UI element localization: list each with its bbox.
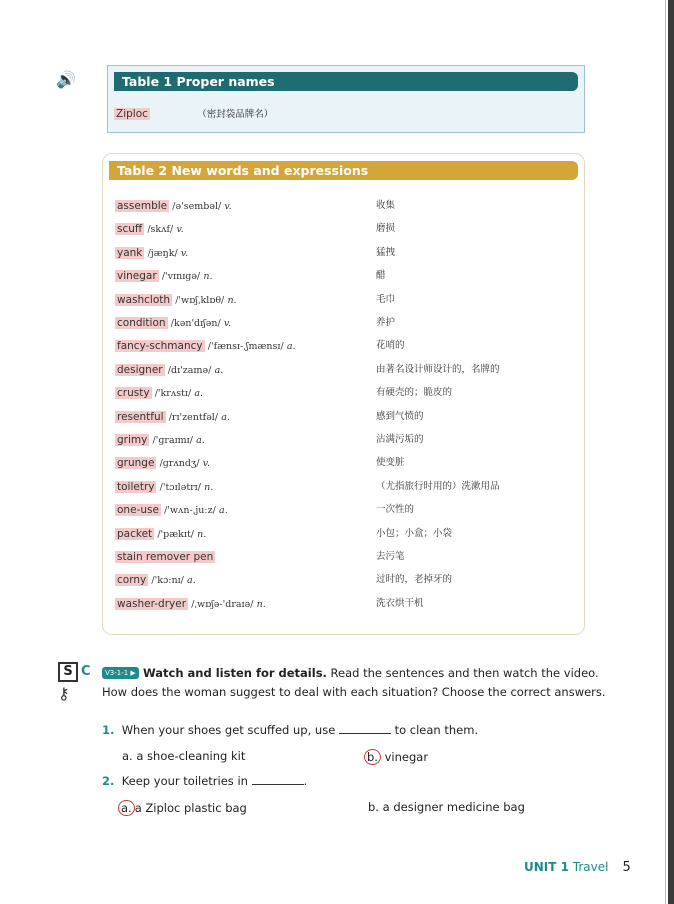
- scrollbar[interactable]: [668, 0, 674, 904]
- option-letter-circled: b.: [364, 749, 381, 765]
- vocab-phonetic: /kən'dɪʃən/: [170, 318, 221, 329]
- vocab-pos: a.: [214, 364, 224, 376]
- vocab-word: washer-dryer: [117, 597, 187, 610]
- vocab-meaning: 毛巾: [376, 293, 396, 305]
- vocab-phonetic: /skʌf/: [147, 224, 174, 236]
- vocab-row: [115, 292, 575, 308]
- vocab-meaning: 感到气愤的: [376, 410, 424, 422]
- vocab-word: fancy-schmancy: [117, 340, 203, 353]
- vocab-phonetic: /ˌwɒʃə-'draɪə/: [191, 598, 254, 610]
- vocab-word: condition: [117, 317, 166, 329]
- vocab-word: grimy: [117, 434, 148, 446]
- option-text: a designer medicine bag: [378, 800, 525, 814]
- vocab-meaning: 去污笔: [376, 551, 405, 562]
- vocab-pos: n.: [227, 294, 237, 306]
- vocab-meaning: 小包；小盒；小袋: [376, 527, 453, 539]
- vocab-pos: v.: [224, 201, 232, 212]
- vocab-phonetic: /'ɡraɪmɪ/: [152, 435, 193, 446]
- vocab-meaning: 洗衣烘干机: [376, 597, 424, 609]
- term-word: Ziploc: [116, 108, 148, 120]
- vocab-meaning: 有硬壳的；脆皮的: [376, 387, 453, 399]
- vocab-row: [115, 245, 575, 261]
- unit-label: UNIT 1: [524, 860, 569, 874]
- vocab-word: packet: [117, 527, 153, 540]
- vocab-pos: a.: [219, 505, 228, 517]
- vocab-word: vinegar: [117, 270, 157, 283]
- vocab-phonetic: /'wɒʃˌklɒθ/: [175, 294, 225, 306]
- self-study-icon: S: [58, 662, 78, 682]
- question-text-end: to clean them.: [390, 723, 479, 737]
- vocab-phonetic: /ə'sembəl/: [172, 201, 222, 212]
- vocab-row: [115, 198, 575, 214]
- key-icon: ⚷: [58, 684, 70, 703]
- vocab-row: [115, 549, 575, 565]
- instruction-text-2: How does the woman suggest to deal with each situation? Choose the correct answers.: [102, 685, 606, 699]
- vocab-meaning: 花哨的: [376, 340, 405, 352]
- vocab-pos: a.: [196, 435, 205, 446]
- video-icon[interactable]: V3-1-1 ▶: [102, 667, 139, 679]
- audio-icon[interactable]: 🔊: [56, 70, 76, 89]
- vocab-pos: n.: [256, 598, 266, 610]
- option-text: a shoe-cleaning kit: [132, 749, 246, 763]
- vocab-word: grunge: [117, 457, 155, 470]
- question-1: [102, 723, 478, 737]
- vocab-row: [115, 596, 575, 612]
- question-number: 2.: [102, 774, 115, 788]
- vocab-word: resentful: [117, 410, 164, 423]
- vocab-meaning: 过时的，老掉牙的: [376, 574, 453, 586]
- vocab-meaning: 由著名设计师设计的，名牌的: [376, 363, 500, 375]
- vocab-meaning: 磨损: [376, 223, 396, 235]
- option-text: a Ziploc plastic bag: [134, 801, 247, 815]
- vocab-meaning: 醋: [376, 270, 386, 282]
- vocab-row: [115, 268, 575, 284]
- vocab-phonetic: /'fænsɪ-ˌʃmænsɪ/: [207, 341, 284, 353]
- option-1b-selected[interactable]: [364, 749, 428, 765]
- vocab-word: scuff: [117, 223, 143, 236]
- vocab-row: [115, 338, 575, 354]
- vocab-row: [115, 432, 575, 448]
- vocab-meaning: 沾满污垢的: [376, 434, 424, 445]
- vocab-phonetic: /ɡrʌndʒ/: [159, 458, 200, 470]
- vocab-word: crusty: [117, 387, 150, 400]
- option-text: vinegar: [380, 750, 429, 764]
- vocab-word: toiletry: [117, 480, 155, 493]
- vocab-meaning: 收集: [376, 200, 396, 211]
- page-footer: [524, 860, 631, 875]
- option-1a[interactable]: [122, 749, 245, 763]
- vocab-pos: v.: [180, 247, 189, 259]
- vocab-row: [115, 526, 575, 542]
- option-2b[interactable]: [368, 800, 525, 814]
- term-meaning: （密封袋品牌名）: [197, 109, 274, 120]
- vocab-word: designer: [117, 363, 163, 376]
- vocab-meaning: 猛拽: [376, 246, 396, 258]
- vocab-row: [115, 409, 575, 425]
- question-text: When your shoes get scuffed up, use: [121, 723, 339, 737]
- table-proper-names: [107, 65, 585, 133]
- vocab-pos: a.: [286, 341, 296, 353]
- vocab-word: washcloth: [117, 293, 171, 306]
- vocab-pos: v.: [202, 458, 211, 470]
- vocab-row: [115, 221, 575, 237]
- vocab-pos: a.: [221, 411, 230, 423]
- vocab-row: [115, 455, 575, 471]
- question-text-end: .: [303, 774, 308, 788]
- vocab-pos: a.: [194, 388, 204, 400]
- instruction-text: Read the sentences and then watch the video.: [326, 666, 599, 680]
- vocab-row: [115, 479, 575, 495]
- vocab-word: assemble: [117, 200, 168, 212]
- vocab-row: [115, 315, 575, 331]
- vocab-meaning: 养护: [376, 317, 396, 328]
- vocab-pos: v.: [223, 318, 232, 329]
- page-edge-line: [665, 0, 666, 904]
- vocab-row: [115, 385, 575, 401]
- vocab-word: one-use: [117, 504, 159, 517]
- vocab-row: [115, 502, 575, 518]
- video-code: V3-1-1: [105, 669, 129, 677]
- vocab-pos: n.: [204, 481, 214, 493]
- unit-topic: Travel: [572, 860, 609, 874]
- answer-blank: [252, 784, 304, 785]
- vocab-phonetic: /'krʌstɪ/: [154, 388, 192, 400]
- vocab-phonetic: /'tɔɪlətrɪ/: [159, 481, 201, 493]
- question-text: Keep your toiletries in: [121, 774, 252, 788]
- vocab-word: corny: [117, 574, 147, 587]
- question-number: 1.: [102, 723, 115, 737]
- page-number: 5: [622, 860, 631, 875]
- vocab-phonetic: /'kɔːnɪ/: [151, 575, 184, 587]
- table2-title: Table 2 New words and expressions: [109, 161, 578, 180]
- table-new-words: [102, 153, 585, 635]
- question-2: [102, 774, 307, 788]
- vocab-pos: n.: [203, 271, 213, 283]
- vocab-word: yank: [117, 246, 143, 259]
- vocab-pos: n.: [197, 528, 207, 540]
- vocab-phonetic: /'wʌn-ˌjuːz/: [164, 505, 216, 517]
- option-letter: a.: [122, 749, 133, 763]
- section-instructions: [143, 666, 599, 680]
- answer-blank: [339, 733, 391, 734]
- vocab-meaning: （尤指旅行时用的）洗漱用品: [376, 480, 500, 492]
- vocab-pos: v.: [176, 224, 184, 236]
- vocab-meaning: 使变脏: [376, 457, 405, 469]
- vocab-phonetic: /dɪ'zaɪnə/: [167, 364, 212, 376]
- vocab-pos: a.: [187, 575, 196, 587]
- vocab-phonetic: /'pækɪt/: [157, 528, 194, 540]
- vocab-meaning: 一次性的: [376, 504, 415, 516]
- vocab-phonetic: /rɪ'zentfəl/: [168, 411, 219, 423]
- option-letter-circled: a.: [118, 800, 135, 816]
- section-letter: C: [81, 664, 91, 679]
- vocab-row: [115, 362, 575, 378]
- table1-title: Table 1 Proper names: [114, 72, 578, 91]
- vocab-phonetic: /jæŋk/: [147, 247, 178, 259]
- vocab-word: stain remover pen: [117, 551, 214, 563]
- vocab-row: [115, 572, 575, 588]
- vocab-phonetic: /'vɪnɪɡə/: [161, 271, 201, 283]
- section-heading: Watch and listen for details.: [143, 666, 327, 680]
- option-2a-selected[interactable]: [118, 800, 247, 816]
- option-letter: b.: [368, 800, 379, 814]
